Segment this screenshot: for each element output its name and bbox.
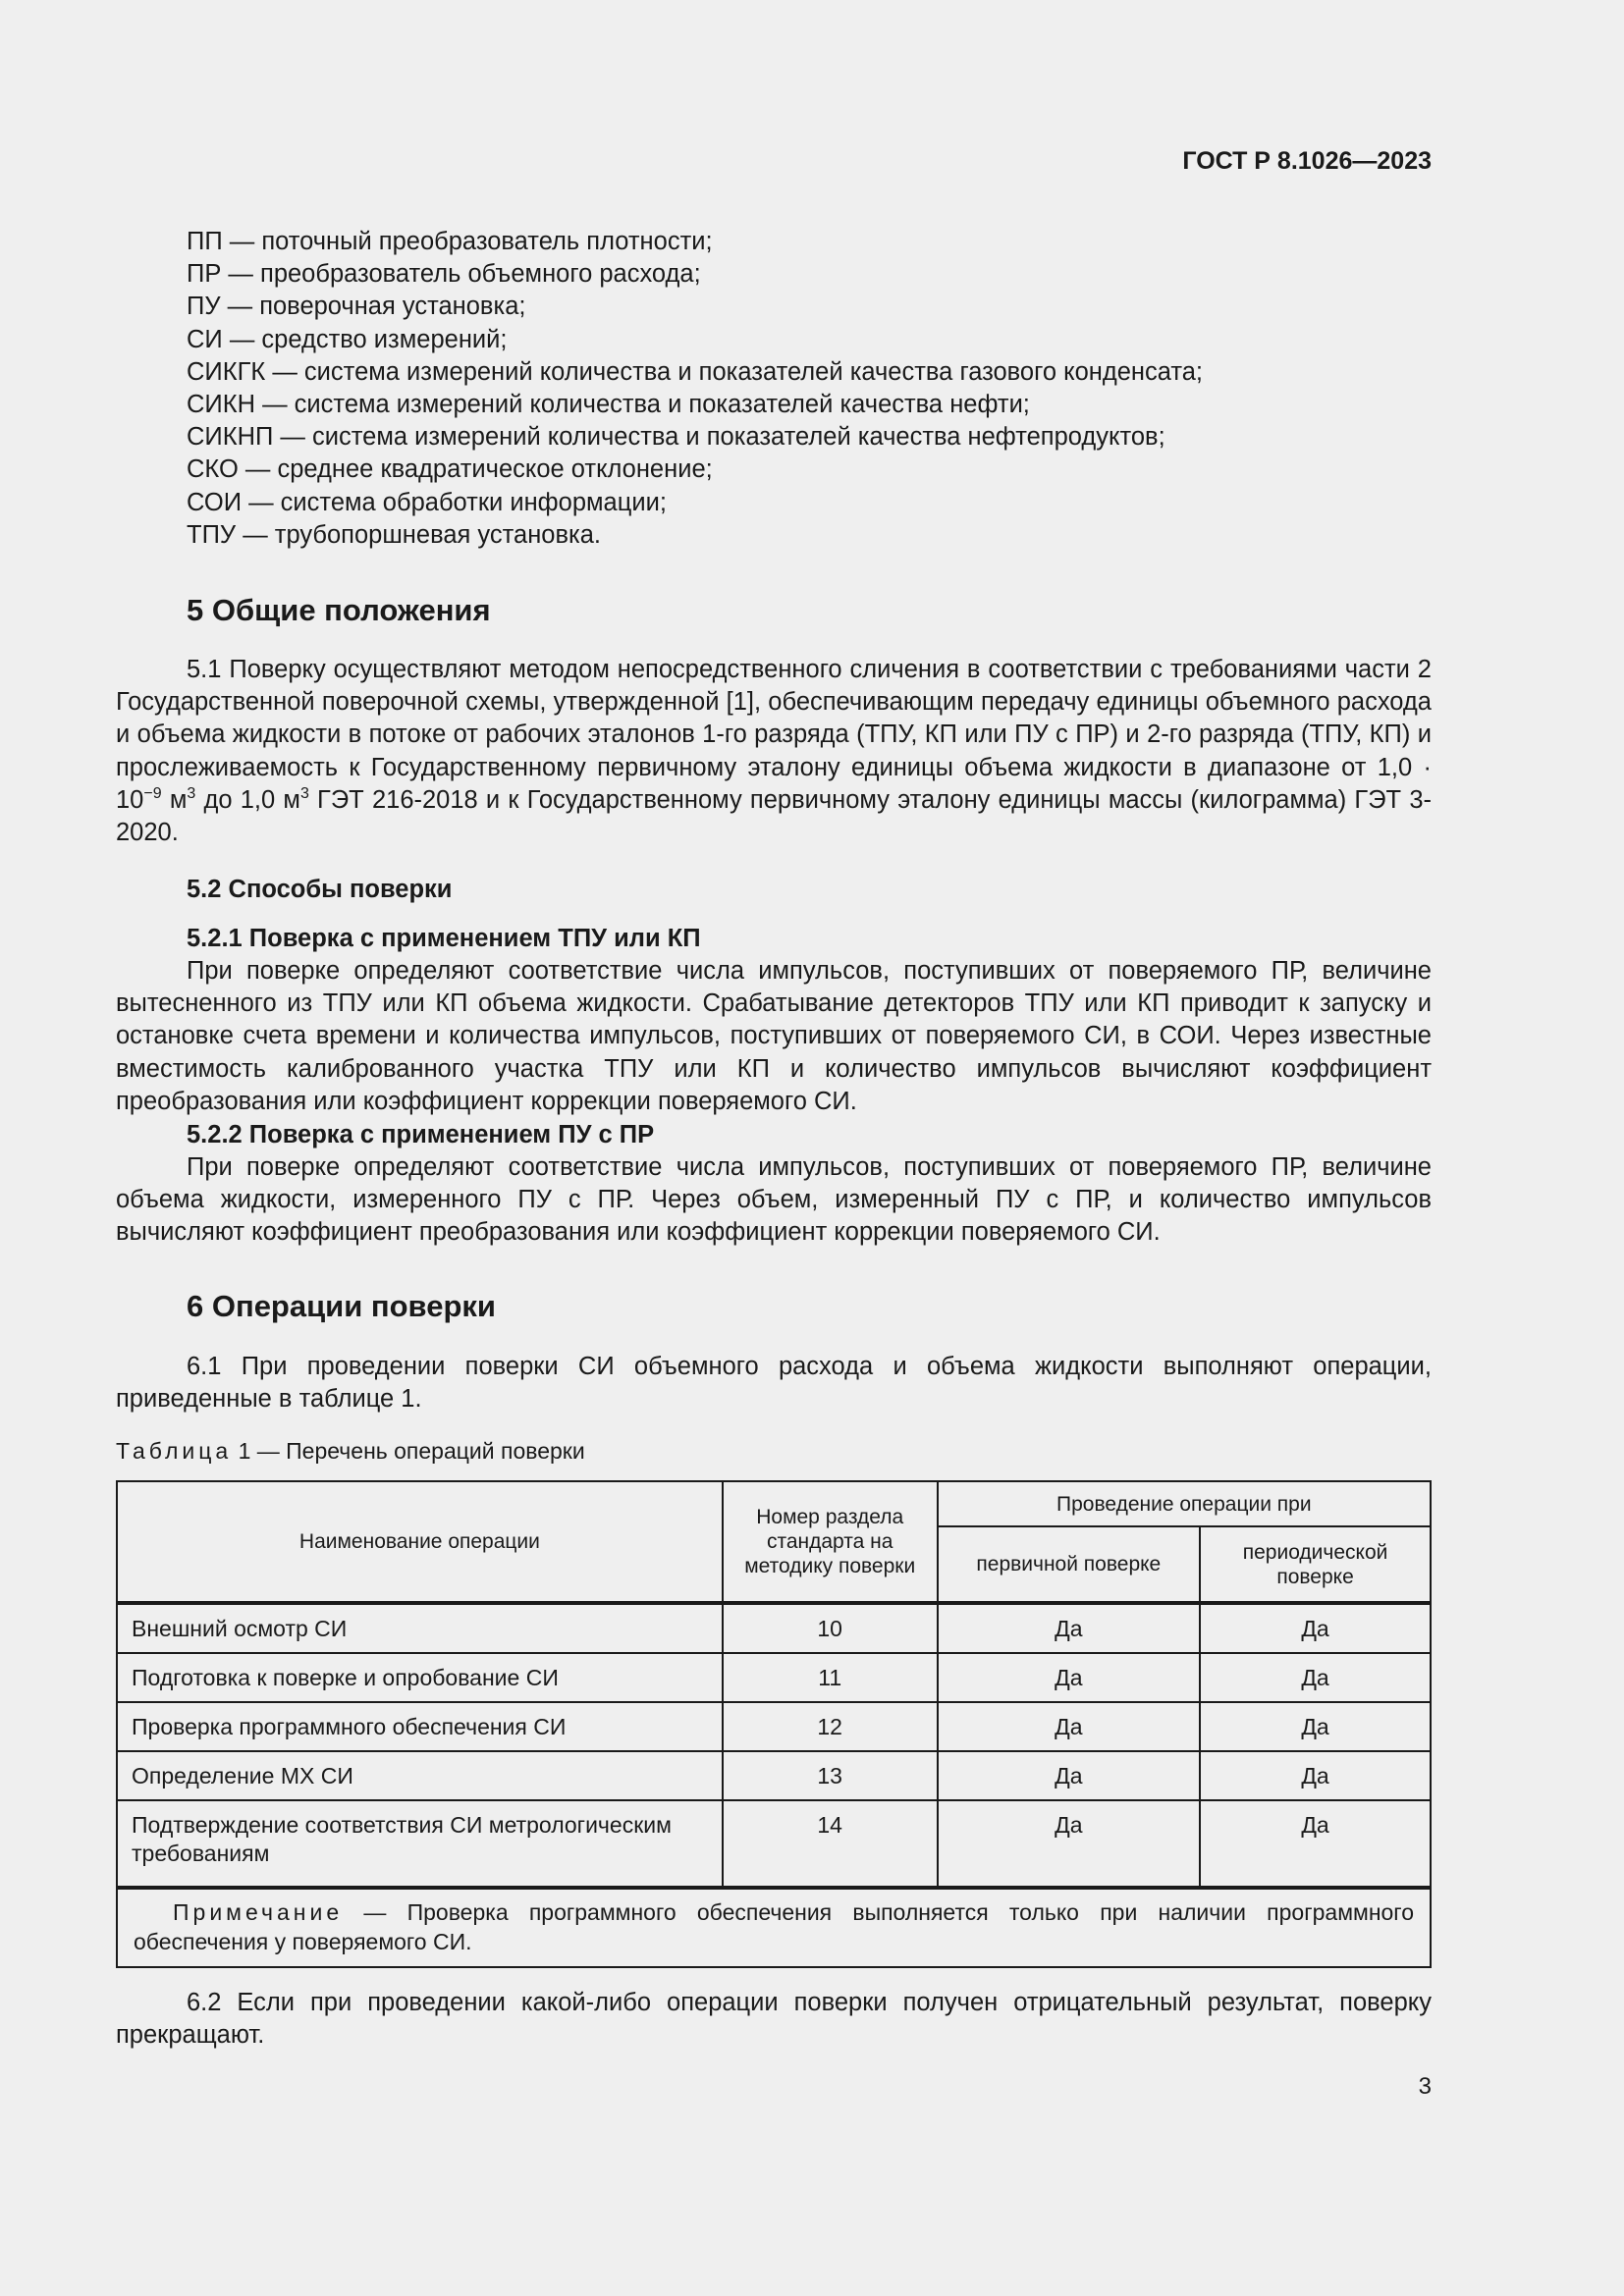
- table-row: [117, 1702, 1431, 1751]
- abbreviation-item: СКО — среднее квадратическое отклонение;: [187, 455, 713, 484]
- operations-table: [116, 1480, 1432, 1968]
- superscript-cubic: 3: [299, 784, 309, 802]
- paragraph-5-1-text-a: 5.1 Поверку осуществляют методом непосредственного сличения в соответствии с требованиями части 2 Государственной поверочной схемы, утвержденной [1], обеспечивающим передачу единицы объемного расхода и объема жидкости в потоке от рабочих эталонов 1-го разряда (ТПУ, КП или ПУ с ПР) и 2-го разряда (ТПУ, КП) и прослеживаемость к Государственному первичному эталону единицы объема жидкости в диапазоне от 1,0 · 10: [116, 656, 1432, 814]
- superscript-cubic: 3: [187, 784, 196, 802]
- operation-name-cell: Подтверждение соответствия СИ метрологическим требованиям: [117, 1800, 723, 1888]
- table-row: [117, 1751, 1431, 1800]
- abbreviation-item: СИКГК — система измерений количества и показателей качества газового конденсата;: [187, 357, 1204, 386]
- primary-cell: Да: [938, 1653, 1201, 1702]
- header-operation-name: Наименование операции: [117, 1481, 723, 1603]
- table-caption-label: Таблица: [116, 1438, 233, 1464]
- header-section-number: Номер раздела стандарта на методику поверки: [723, 1481, 938, 1603]
- section-6-heading: 6 Операции поверки: [187, 1289, 496, 1323]
- paragraph-6-2: 6.2 Если при проведении какой-либо операции поверки получен отрицательный результат, поверку прекращают.: [116, 1989, 1432, 2050]
- section-number-cell: 14: [723, 1800, 938, 1888]
- header-performed-at: Проведение операции при: [938, 1481, 1431, 1526]
- operation-name-cell: Подготовка к поверке и опробование СИ: [117, 1653, 723, 1702]
- periodic-cell: Да: [1200, 1603, 1431, 1653]
- paragraph-5-2-2: При поверке определяют соответствие числа импульсов, поступивших от поверяемого ПР, величине объема жидкости, измеренного ПУ с ПР. Через объем, измеренный ПУ с ПР, и количество импульсов вычисляют коэффициент преобразования или коэффициент коррекции поверяемого СИ.: [116, 1153, 1432, 1247]
- operation-name-cell: Проверка программного обеспечения СИ: [117, 1702, 723, 1751]
- section-number-cell: 10: [723, 1603, 938, 1653]
- paragraph-6-1: 6.1 При проведении поверки СИ объемного расхода и объема жидкости выполняют операции, приведенные в таблице 1.: [116, 1353, 1432, 1414]
- subsection-5-2-heading: 5.2 Способы поверки: [187, 876, 453, 903]
- abbreviation-item: СОИ — система обработки информации;: [187, 488, 667, 516]
- periodic-cell: Да: [1200, 1702, 1431, 1751]
- subsection-5-2-1-heading: 5.2.1 Поверка с применением ТПУ или КП: [187, 925, 701, 952]
- abbreviation-item: ПУ — поверочная установка;: [187, 293, 526, 321]
- section-number-cell: 12: [723, 1702, 938, 1751]
- table-note: [117, 1888, 1431, 1967]
- operation-name-cell: Внешний осмотр СИ: [117, 1603, 723, 1653]
- paragraph-5-1: [116, 654, 1432, 849]
- paragraph-5-1-text-c: до 1,0 м: [195, 785, 300, 814]
- subsection-5-2-2-heading: 5.2.2 Поверка с применением ПУ с ПР: [187, 1121, 655, 1148]
- table-row: [117, 1800, 1431, 1888]
- header-periodic-verification: периодической поверке: [1200, 1526, 1431, 1603]
- paragraph-5-1-text-d: ГЭТ 216-2018 и к Государственному первичному эталону единицы массы (килограмма) ГЭТ 3-2020.: [116, 785, 1432, 847]
- exponent: −9: [143, 784, 162, 802]
- paragraph-5-1-text-b: м: [161, 785, 188, 814]
- table-row: [117, 1653, 1431, 1702]
- periodic-cell: Да: [1200, 1800, 1431, 1888]
- abbreviation-list: [187, 226, 1203, 552]
- operation-name-cell: Определение МХ СИ: [117, 1751, 723, 1800]
- table-note-text: — Проверка программного обеспечения выполняется только при наличии программного обеспечения у поверяемого СИ.: [134, 1899, 1414, 1954]
- primary-cell: Да: [938, 1603, 1201, 1653]
- section-number-cell: 11: [723, 1653, 938, 1702]
- primary-cell: Да: [938, 1702, 1201, 1751]
- table-row: [117, 1603, 1431, 1653]
- abbreviation-item: ПП — поточный преобразователь плотности;: [187, 228, 713, 255]
- table-note-label: Примечание: [173, 1899, 344, 1925]
- abbreviation-item: СИКНП — система измерений количества и показателей качества нефтепродуктов;: [187, 423, 1165, 452]
- abbreviation-item: ПР — преобразователь объемного расхода;: [187, 260, 701, 289]
- abbreviation-item: ТПУ — трубопоршневая установка.: [187, 520, 601, 549]
- header-primary-verification: первичной поверке: [938, 1526, 1201, 1603]
- paragraph-5-2-1: При поверке определяют соответствие числа импульсов, поступивших от поверяемого ПР, величине вытесненного из ТПУ или КП объема жидкости. Срабатывание детекторов ТПУ или КП приводит к запуску и остановке счета времени и количества импульсов, поступивших от поверяемого СИ, в СОИ. Через известные вместимость калиброванного участка ТПУ или КП и количество импульсов вычисляют коэффициент преобразования или коэффициент коррекции поверяемого СИ.: [116, 957, 1432, 1115]
- page-number: 3: [1418, 2073, 1432, 2100]
- periodic-cell: Да: [1200, 1751, 1431, 1800]
- section-number-cell: 13: [723, 1751, 938, 1800]
- table-caption: [116, 1438, 585, 1465]
- document-code: ГОСТ Р 8.1026—2023: [1182, 147, 1432, 175]
- periodic-cell: Да: [1200, 1653, 1431, 1702]
- section-5-heading: 5 Общие положения: [187, 593, 491, 627]
- abbreviation-item: СИКН — система измерений количества и показателей качества нефти;: [187, 391, 1030, 419]
- primary-cell: Да: [938, 1800, 1201, 1888]
- table-caption-text: 1 — Перечень операций поверки: [232, 1438, 585, 1464]
- abbreviation-item: СИ — средство измерений;: [187, 325, 508, 353]
- primary-cell: Да: [938, 1751, 1201, 1800]
